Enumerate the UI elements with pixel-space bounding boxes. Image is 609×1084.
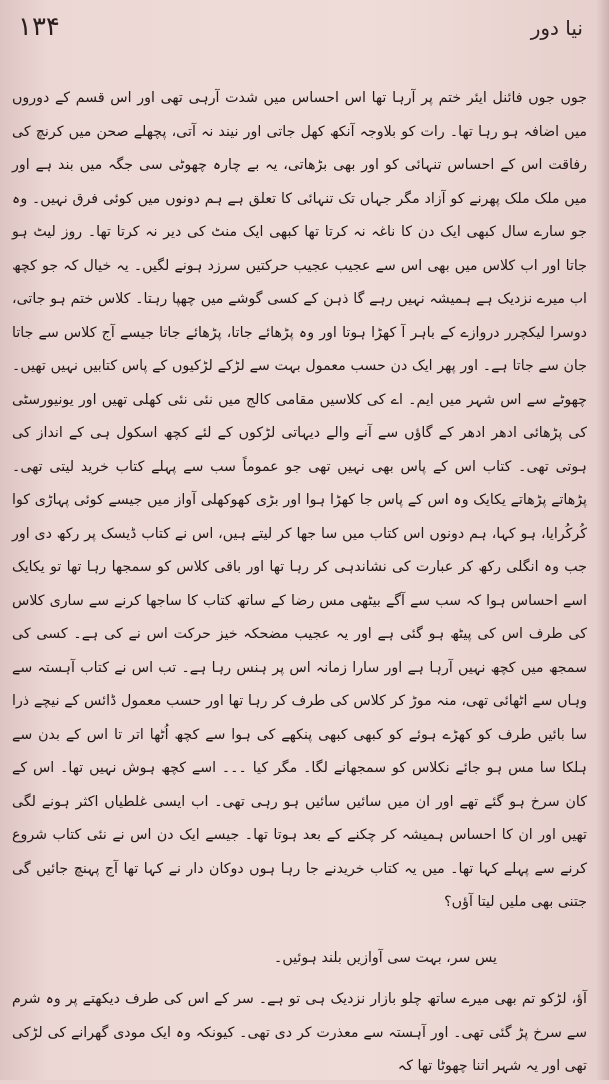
dialog-line: آؤ، لڑکو تم بھی میرے ساتھ چلو بازار نزدیک ہی تو ہے۔ سر کے اس کی طرف دیکھتے پر وہ شرم سے سرخ پڑ گئی تھی۔ اور آہستہ سے معذرت کر دی تھی۔ کیونکہ وہ ایک مودی گھرانے کی لڑکی تھی اور یہ شہر اتنا چھوٹا تھا کہ: [12, 991, 587, 1074]
paragraph: جوں جوں فائنل ایئر ختم پر آرہا تھا اس احساس میں شدت آرہی تھی اور اس قسم کے دوروں میں اضافہ ہو رہا تھا۔ رات کو بلاوجہ آنکھ کھل جاتی اور نیند نہ آتی، پچھلے صحن میں کرنچ کی رفاقت اس کے احساس تنہائی کو اور بھی بڑھاتی، یہ بے چارہ چھوٹی سی جگہ میں بند ہے اور میں ملک ملک پھرنے کو آزاد مگر جہاں تک تنہائی کا تعلق ہے ہم دونوں میں کوئی فرق نہیں۔ وہ جو سارے سال کبھی ایک دن کا ناغہ نہ کرتا تھا کبھی ایک منٹ کی دیر نہ کرتا تھا۔ روز لیٹ ہو جاتا اور اب کلاس میں بھی اس سے عجیب عجیب حرکتیں سرزد ہونے لگیں۔ یہ خیال کہ جو کچھ اب میرے نزدیک ہے ہمیشہ نہیں رہے گا ذہن کے کسی گوشے میں چھپا رہتا۔ کلاس ختم ہو جاتی، دوسرا لیکچرر دروازے کے باہر آ کھڑا ہوتا اور وہ پڑھائے جاتا، پڑھائے جاتا جیسے آج کلاس سے جاتا جان سے جاتا ہے۔ اور پھر ایک دن حسب معمول بہت سے لڑکے لڑکیوں کے پاس کتابیں نہیں تھیں۔ چھوٹے سے اس شہر میں ایم۔ اے کی کلاسیں مقامی کالج میں نئی نئی کھلی تھیں اور یونیورسٹی کی پڑھائی ادھر ادھر کے گاؤں سے آنے والے دیہاتی لڑکوں کے لئے کچھ اسکول ہی کے انداز کی ہوتی تھی۔ کتاب اس کے پاس بھی نہیں تھی جو عموماً سب سے پہلے کتاب خرید لیتی تھی۔ پڑھاتے پڑھاتے یکایک وہ اس کے پاس جا کھڑا ہوا اور بڑی کھوکھلی آواز میں جیسے کوئی پہاڑی کوا کُرکُرایا، ہو کہا، ہم دونوں اس کتاب میں سا جھا کر لیتے ہیں، اس نے کتاب ڈیسک پر رکھ دی اور جب وہ انگلی رکھ کر عبارت کی نشاندہی کر رہا تھا اور باقی کلاس کو سمجھا رہا تھا تو یکایک اسے احساس ہوا کہ سب سے آگے بیٹھی مس رضا کے ساتھ کتاب کا ساجھا کرنے سے ساری کلاس کی طرف اس کی پیٹھ ہو گئی ہے اور یہ عجیب مضحکہ خیز حرکت اس نے کی ہے۔ کسی کی سمجھ میں کچھ نہیں آرہا ہے اور سارا زمانہ اس پر ہنس رہا ہے۔ تب اس نے کتاب آہستہ سے وہاں سے اٹھائی تھی، منہ موڑ کر کلاس کی طرف کر رہا تھا اور حسب معمول ڈائس کے نیچے ذرا سا بائیں طرف کو کھڑے ہوئے کو کبھی کبھی پنکھے کی ہوا سے کچھ اُٹھا اتر تا اس کے بدن سے ہلکا سا مس ہو جائے نکلاس کو سمجھانے لگا۔ مگر کیا ۔۔۔ اسے کچھ ہوش نہیں تھا۔ اس کے کان سرخ ہو گئے تھے اور ان میں سائیں سائیں ہو رہی تھی۔ اب ایسی غلطیاں اکثر ہونے لگی تھیں اور ان کا احساس ہمیشہ کر چکنے کے بعد ہوتا تھا۔ جیسے ایک دن اس نے نئی کتاب شروع کرنے سے پہلے کہا تھا۔ میں یہ کتاب خریدنے جا رہا ہوں دوکان دار نے کہا تھا آج پہنچ جائیں گی جتنی بھی ملیں لیتا آؤں؟: [12, 90, 587, 910]
body-text: [12, 82, 587, 1084]
page-number: ۱۳۴: [18, 12, 60, 42]
dialog-line: یس سر، بہت سی آوازیں بلند ہوئیں۔: [274, 949, 497, 966]
journal-name: نیا دور: [530, 16, 583, 40]
page-header: [0, 8, 609, 48]
page-spine-shadow: [595, 0, 609, 1080]
